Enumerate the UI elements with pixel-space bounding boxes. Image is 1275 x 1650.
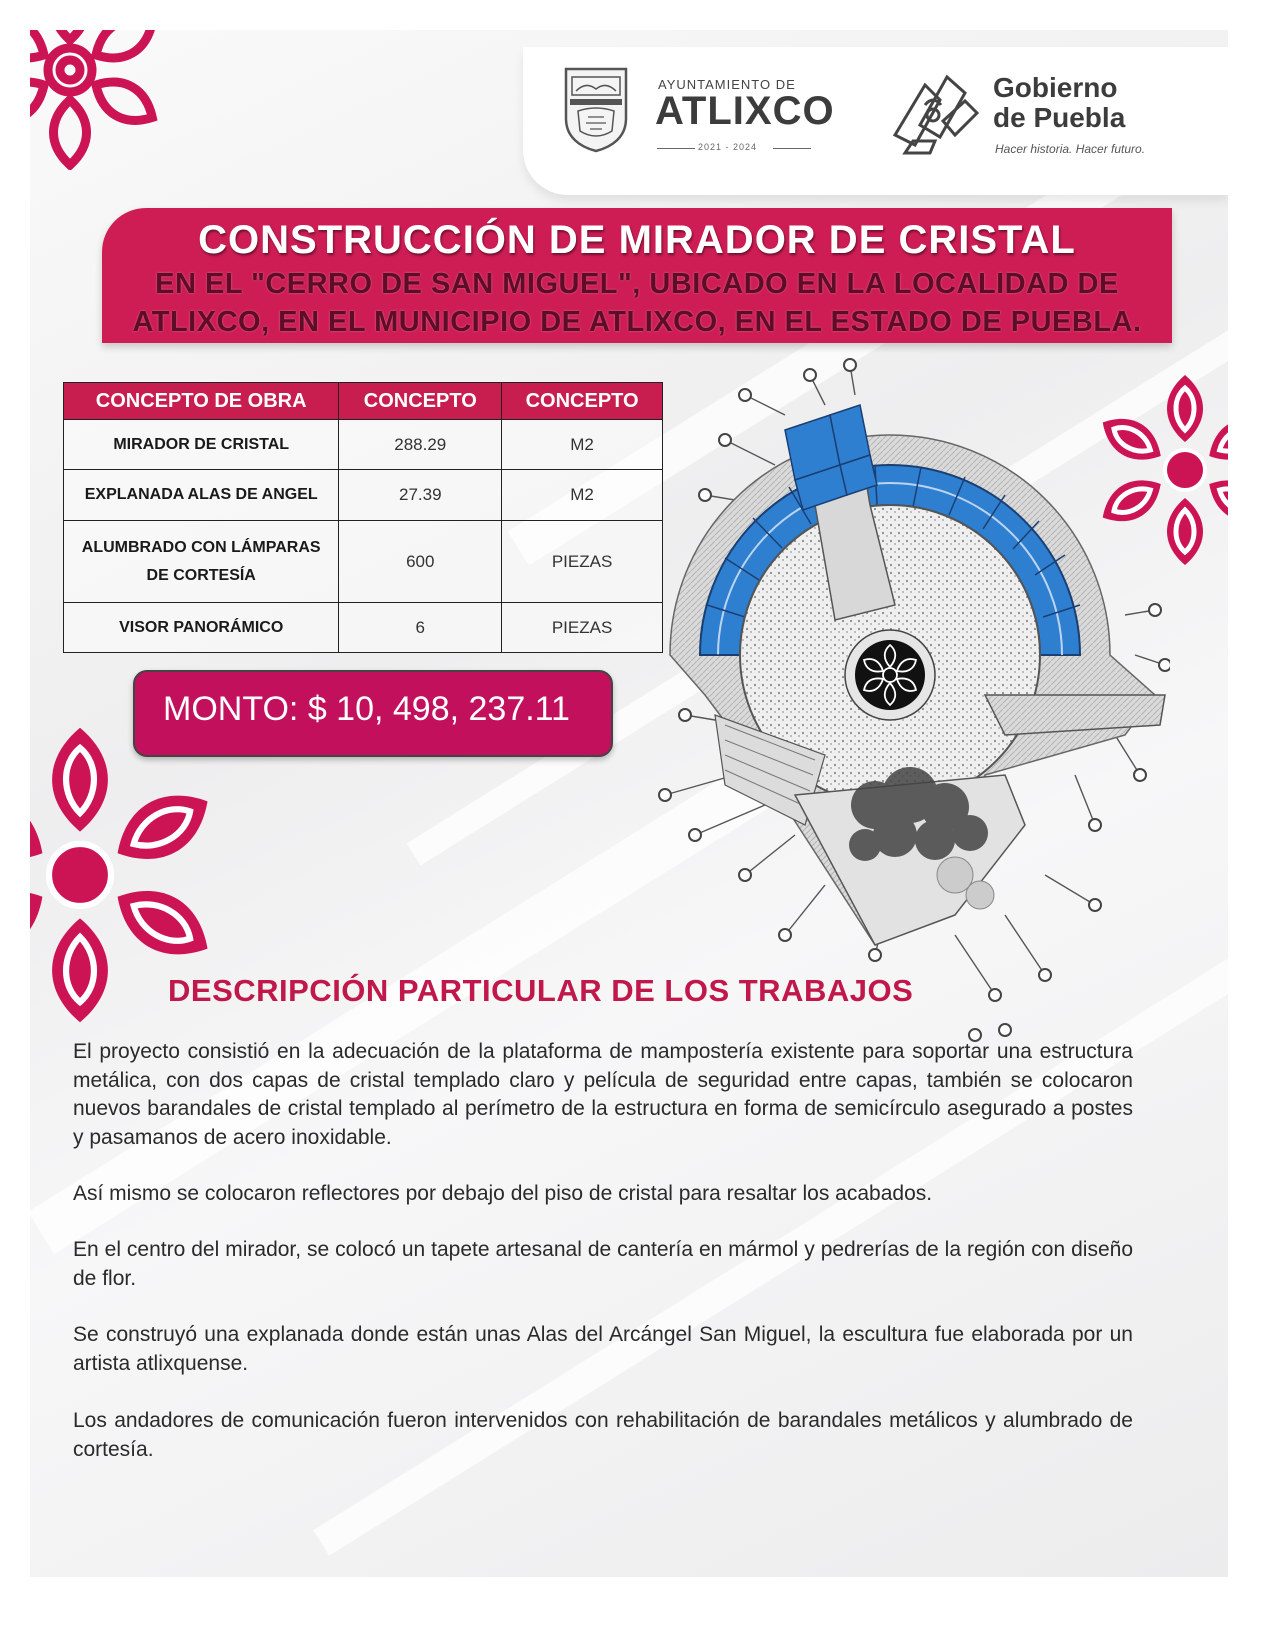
unit-cell: M2 xyxy=(502,470,663,521)
description-paragraph: En el centro del mirador, se colocó un tapete artesanal de cantería en mármol y pedrerías de la región con diseño de flor. xyxy=(73,1238,1133,1290)
description-paragraph: Así mismo se colocaron reflectores por debajo del piso de cristal para resaltar los acabados. xyxy=(73,1182,933,1205)
description-paragraph: Los andadores de comunicación fueron intervenidos con rehabilitación de barandales metálicos y alumbrado de cortesía. xyxy=(73,1409,1133,1461)
subtitle-line1: EN EL "CERRO DE SAN MIGUEL", UBICADO EN LA LOCALIDAD DE xyxy=(155,268,1119,300)
header-concepto-obra: CONCEPTO DE OBRA xyxy=(64,383,339,420)
table-row xyxy=(64,470,663,521)
concept-cell xyxy=(64,603,339,653)
quantity-cell: 6 xyxy=(339,603,502,653)
concept-text: VISOR PANORÁMICO xyxy=(119,618,284,636)
unit-cell: M2 xyxy=(502,420,663,470)
site-plan-drawing xyxy=(625,355,1170,1045)
document-page xyxy=(30,30,1228,1577)
concept-text: EXPLANADA ALAS DE ANGEL xyxy=(84,486,318,503)
concept-text: ALUMBRADO CON LÁMPARAS xyxy=(81,538,321,556)
puebla-name xyxy=(993,73,1125,133)
description-paragraph: El proyecto consistió en la adecuación de la plataforma de mampostería existente para soportar una estructura metálica, con dos capas de cristal templado claro y película de seguridad entre capas, también se colocaron nuevos barandales de cristal templado al perímetro de la estructura en forma de semicírculo asegurado a postes y pasamanos de acero inoxidable. xyxy=(73,1040,1133,1149)
atlixco-seal-icon xyxy=(558,61,634,153)
description-paragraph: Se construyó una explanada donde están unas Alas del Arcángel San Miguel, la escultura fue elaborada por un artista atlixquense. xyxy=(73,1323,1133,1375)
table-row xyxy=(64,603,663,653)
unit-cell: PIEZAS xyxy=(502,603,663,653)
divider xyxy=(657,148,695,149)
atlixco-years: 2021 - 2024 xyxy=(698,142,758,152)
concept-text: MIRADOR DE CRISTAL xyxy=(113,435,290,453)
subtitle-line2: ATLIXCO, EN EL MUNICIPIO DE ATLIXCO, EN EL ESTADO DE PUEBLA. xyxy=(132,306,1142,338)
title-banner xyxy=(102,208,1172,343)
puebla-name-line2: de Puebla xyxy=(993,102,1126,133)
atlixco-subtitle: AYUNTAMIENTO DE xyxy=(658,77,796,92)
atlixco-name: ATLIXCO xyxy=(655,89,835,133)
flower-ornament-top-left xyxy=(30,30,170,170)
works-table xyxy=(63,382,663,653)
header-concepto: CONCEPTO xyxy=(502,383,663,420)
header-concepto: CONCEPTO xyxy=(339,383,502,420)
puebla-slogan: Hacer historia. Hacer futuro. xyxy=(995,142,1146,156)
description-title: DESCRIPCIÓN PARTICULAR DE LOS TRABAJOS xyxy=(168,973,914,1008)
quantity-cell: 600 xyxy=(339,521,502,603)
concept-cell xyxy=(64,470,339,521)
concept-cell xyxy=(64,420,339,470)
divider xyxy=(773,148,811,149)
concept-text: DE CORTESÍA xyxy=(146,566,256,584)
monto-box: MONTO: $ 10, 498, 237.11 xyxy=(133,670,613,757)
page-title: CONSTRUCCIÓN DE MIRADOR DE CRISTAL xyxy=(198,218,1076,262)
table-header-row xyxy=(64,383,663,420)
page-subtitle xyxy=(102,265,1172,341)
quantity-cell: 288.29 xyxy=(339,420,502,470)
unit-cell: PIEZAS xyxy=(502,521,663,603)
table-row xyxy=(64,521,663,603)
puebla-emblem-icon xyxy=(885,65,985,165)
concept-cell xyxy=(64,521,339,603)
quantity-cell: 27.39 xyxy=(339,470,502,521)
header-logos xyxy=(523,47,1228,195)
puebla-name-line1: Gobierno xyxy=(993,72,1118,103)
table-row xyxy=(64,420,663,470)
